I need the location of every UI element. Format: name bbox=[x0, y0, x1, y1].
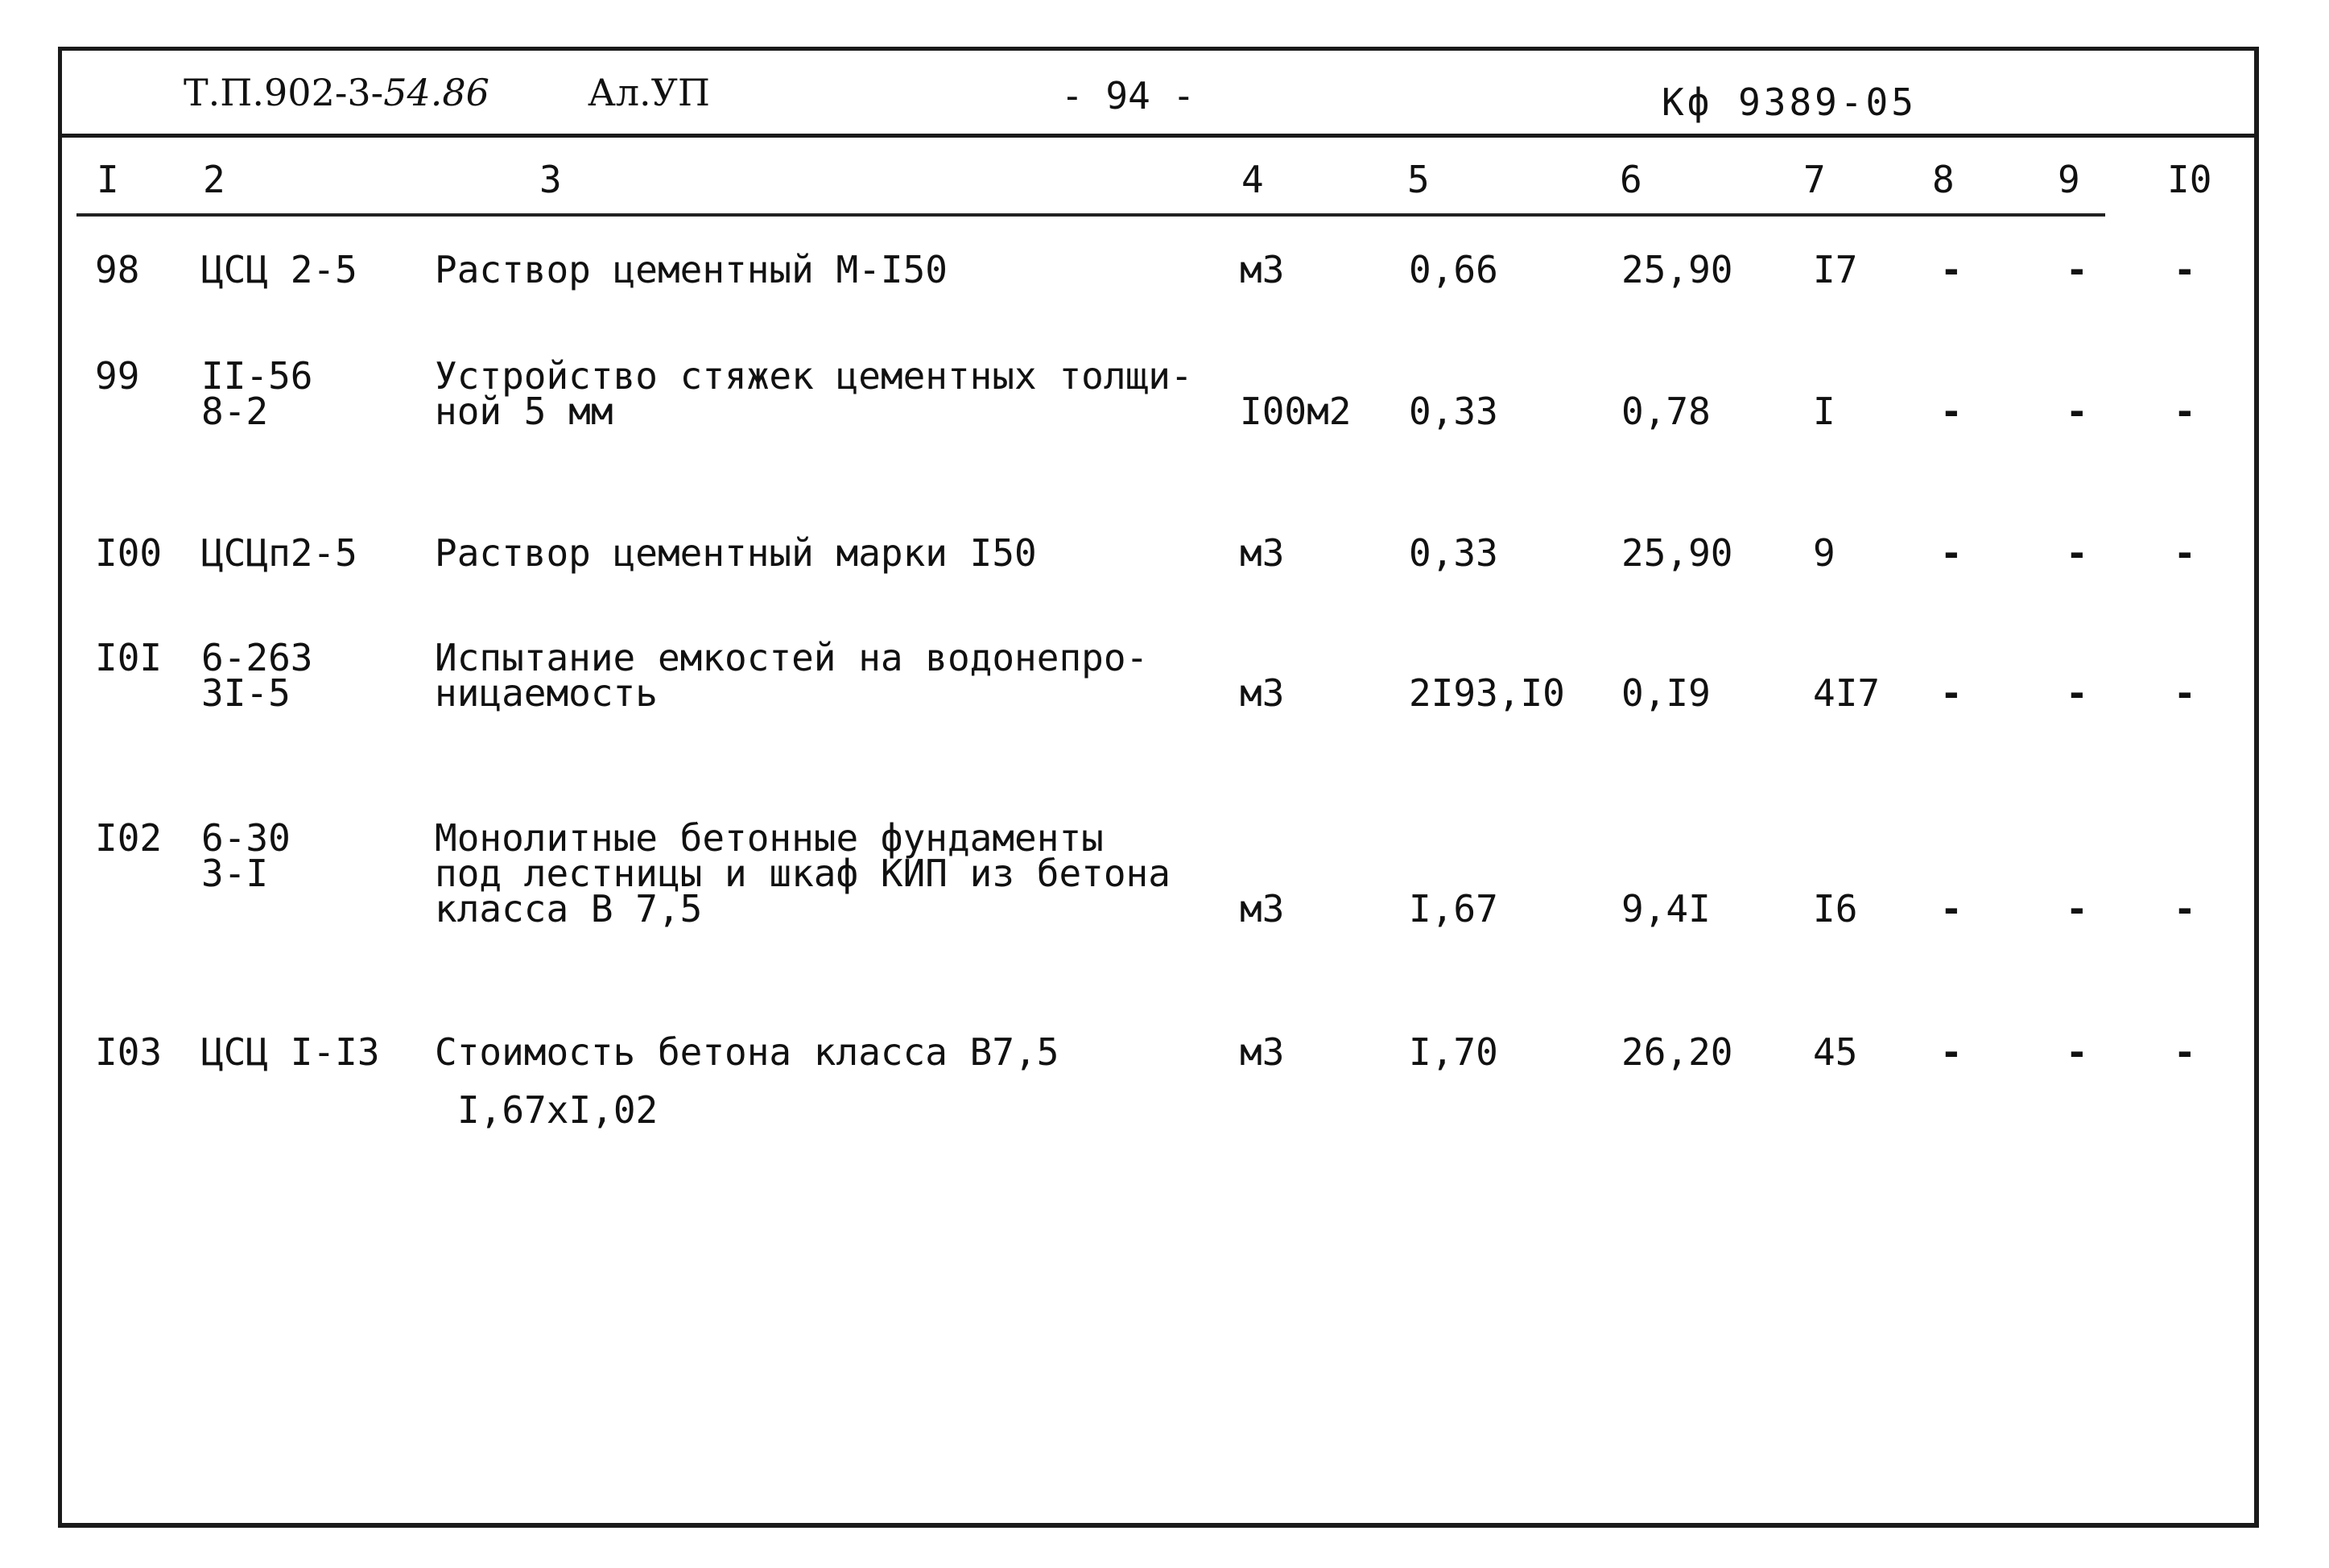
column-number-4: 4 bbox=[1241, 158, 1264, 201]
total-cost: 45 bbox=[1813, 1030, 1858, 1074]
unit-price: 25,90 bbox=[1621, 248, 1733, 291]
column-8-value: - bbox=[1940, 887, 1963, 930]
row-number: I02 bbox=[95, 816, 163, 860]
column-10-value: - bbox=[2174, 887, 2196, 930]
rate-code-line: 3-I bbox=[201, 852, 269, 895]
rate-code-line: ЦСЦп2-5 bbox=[201, 531, 357, 575]
quantity: I,67 bbox=[1409, 887, 1498, 930]
column-8-value: - bbox=[1940, 1030, 1963, 1074]
album-label: Ал.УП bbox=[588, 71, 711, 114]
column-8-value: - bbox=[1940, 390, 1963, 433]
unit: м3 bbox=[1240, 531, 1285, 575]
document-number-prefix: Т.П.902-3- bbox=[184, 71, 384, 114]
quantity: 0,33 bbox=[1409, 390, 1498, 433]
column-10-value: - bbox=[2174, 531, 2196, 575]
unit-price: 9,4I bbox=[1621, 887, 1711, 930]
work-description-line: ной 5 мм bbox=[435, 390, 613, 433]
quantity: I,70 bbox=[1409, 1030, 1498, 1074]
column-number-3: 3 bbox=[539, 158, 562, 201]
column-number-5: 5 bbox=[1407, 158, 1430, 201]
rate-code-line: 6-30 bbox=[201, 816, 291, 860]
column-number-7: 7 bbox=[1803, 158, 1826, 201]
total-cost: I bbox=[1813, 390, 1836, 433]
work-description-line: под лестницы и шкаф КИП из бетона bbox=[435, 852, 1171, 895]
column-10-value: - bbox=[2174, 390, 2196, 433]
rate-code-line: 3I-5 bbox=[201, 671, 291, 715]
column-10-value: - bbox=[2174, 248, 2196, 291]
total-cost: 4I7 bbox=[1813, 671, 1881, 715]
column-numbers-divider bbox=[76, 213, 2105, 217]
quantity: 0,33 bbox=[1409, 531, 1498, 575]
quantity: 0,66 bbox=[1409, 248, 1498, 291]
column-8-value: - bbox=[1940, 531, 1963, 575]
work-description-line: ницаемость bbox=[435, 671, 658, 715]
document-number-suffix: 54.86 bbox=[383, 71, 489, 114]
header-divider bbox=[58, 134, 2259, 138]
work-description-line: класса В 7,5 bbox=[435, 887, 703, 930]
work-description-line: Раствор цементный М-I50 bbox=[435, 248, 948, 291]
page-number: - 94 - bbox=[1061, 74, 1195, 118]
column-number-10: I0 bbox=[2167, 158, 2212, 201]
document-code: Кф 9389-05 bbox=[1662, 80, 1917, 124]
column-number-6: 6 bbox=[1620, 158, 1642, 201]
column-9-value: - bbox=[2066, 887, 2088, 930]
unit-price: 0,78 bbox=[1621, 390, 1711, 433]
column-8-value: - bbox=[1940, 248, 1963, 291]
rate-code-line: ЦСЦ 2-5 bbox=[201, 248, 357, 291]
rate-code-line: II-56 bbox=[201, 354, 313, 398]
work-description-line: Раствор цементный марки I50 bbox=[435, 531, 1037, 575]
row-number: 98 bbox=[95, 248, 140, 291]
column-9-value: - bbox=[2066, 248, 2088, 291]
unit: м3 bbox=[1240, 248, 1285, 291]
unit-price: 25,90 bbox=[1621, 531, 1733, 575]
unit-price: 26,20 bbox=[1621, 1030, 1733, 1074]
row-number: I00 bbox=[95, 531, 163, 575]
sheet-frame bbox=[58, 47, 2259, 1528]
column-number-8: 8 bbox=[1932, 158, 1955, 201]
column-number-1: I bbox=[97, 158, 119, 201]
work-description-line: Испытание емкостей на водонепро- bbox=[435, 636, 1149, 679]
unit: I00м2 bbox=[1240, 390, 1352, 433]
unit-price: 0,I9 bbox=[1621, 671, 1711, 715]
rate-code-line: 8-2 bbox=[201, 390, 269, 433]
column-10-value: - bbox=[2174, 1030, 2196, 1074]
quantity-calculation: I,67xI,02 bbox=[457, 1088, 659, 1132]
unit: м3 bbox=[1240, 1030, 1285, 1074]
document-number bbox=[184, 71, 489, 114]
quantity: 2I93,I0 bbox=[1409, 671, 1565, 715]
row-number: I03 bbox=[95, 1030, 163, 1074]
column-8-value: - bbox=[1940, 671, 1963, 715]
column-9-value: - bbox=[2066, 531, 2088, 575]
unit: м3 bbox=[1240, 671, 1285, 715]
column-9-value: - bbox=[2066, 671, 2088, 715]
column-9-value: - bbox=[2066, 390, 2088, 433]
rate-code-line: ЦСЦ I-I3 bbox=[201, 1030, 380, 1074]
column-number-9: 9 bbox=[2058, 158, 2080, 201]
column-9-value: - bbox=[2066, 1030, 2088, 1074]
row-number: I0I bbox=[95, 636, 163, 679]
total-cost: I7 bbox=[1813, 248, 1858, 291]
work-description-line: Устройство стяжек цементных толщи- bbox=[435, 354, 1193, 398]
total-cost: I6 bbox=[1813, 887, 1858, 930]
work-description-line: Монолитные бетонные фундаменты bbox=[435, 816, 1104, 860]
total-cost: 9 bbox=[1813, 531, 1836, 575]
column-number-2: 2 bbox=[203, 158, 225, 201]
row-number: 99 bbox=[95, 354, 140, 398]
work-description-line: Стоимость бетона класса В7,5 bbox=[435, 1030, 1059, 1074]
unit: м3 bbox=[1240, 887, 1285, 930]
column-10-value: - bbox=[2174, 671, 2196, 715]
rate-code-line: 6-263 bbox=[201, 636, 313, 679]
